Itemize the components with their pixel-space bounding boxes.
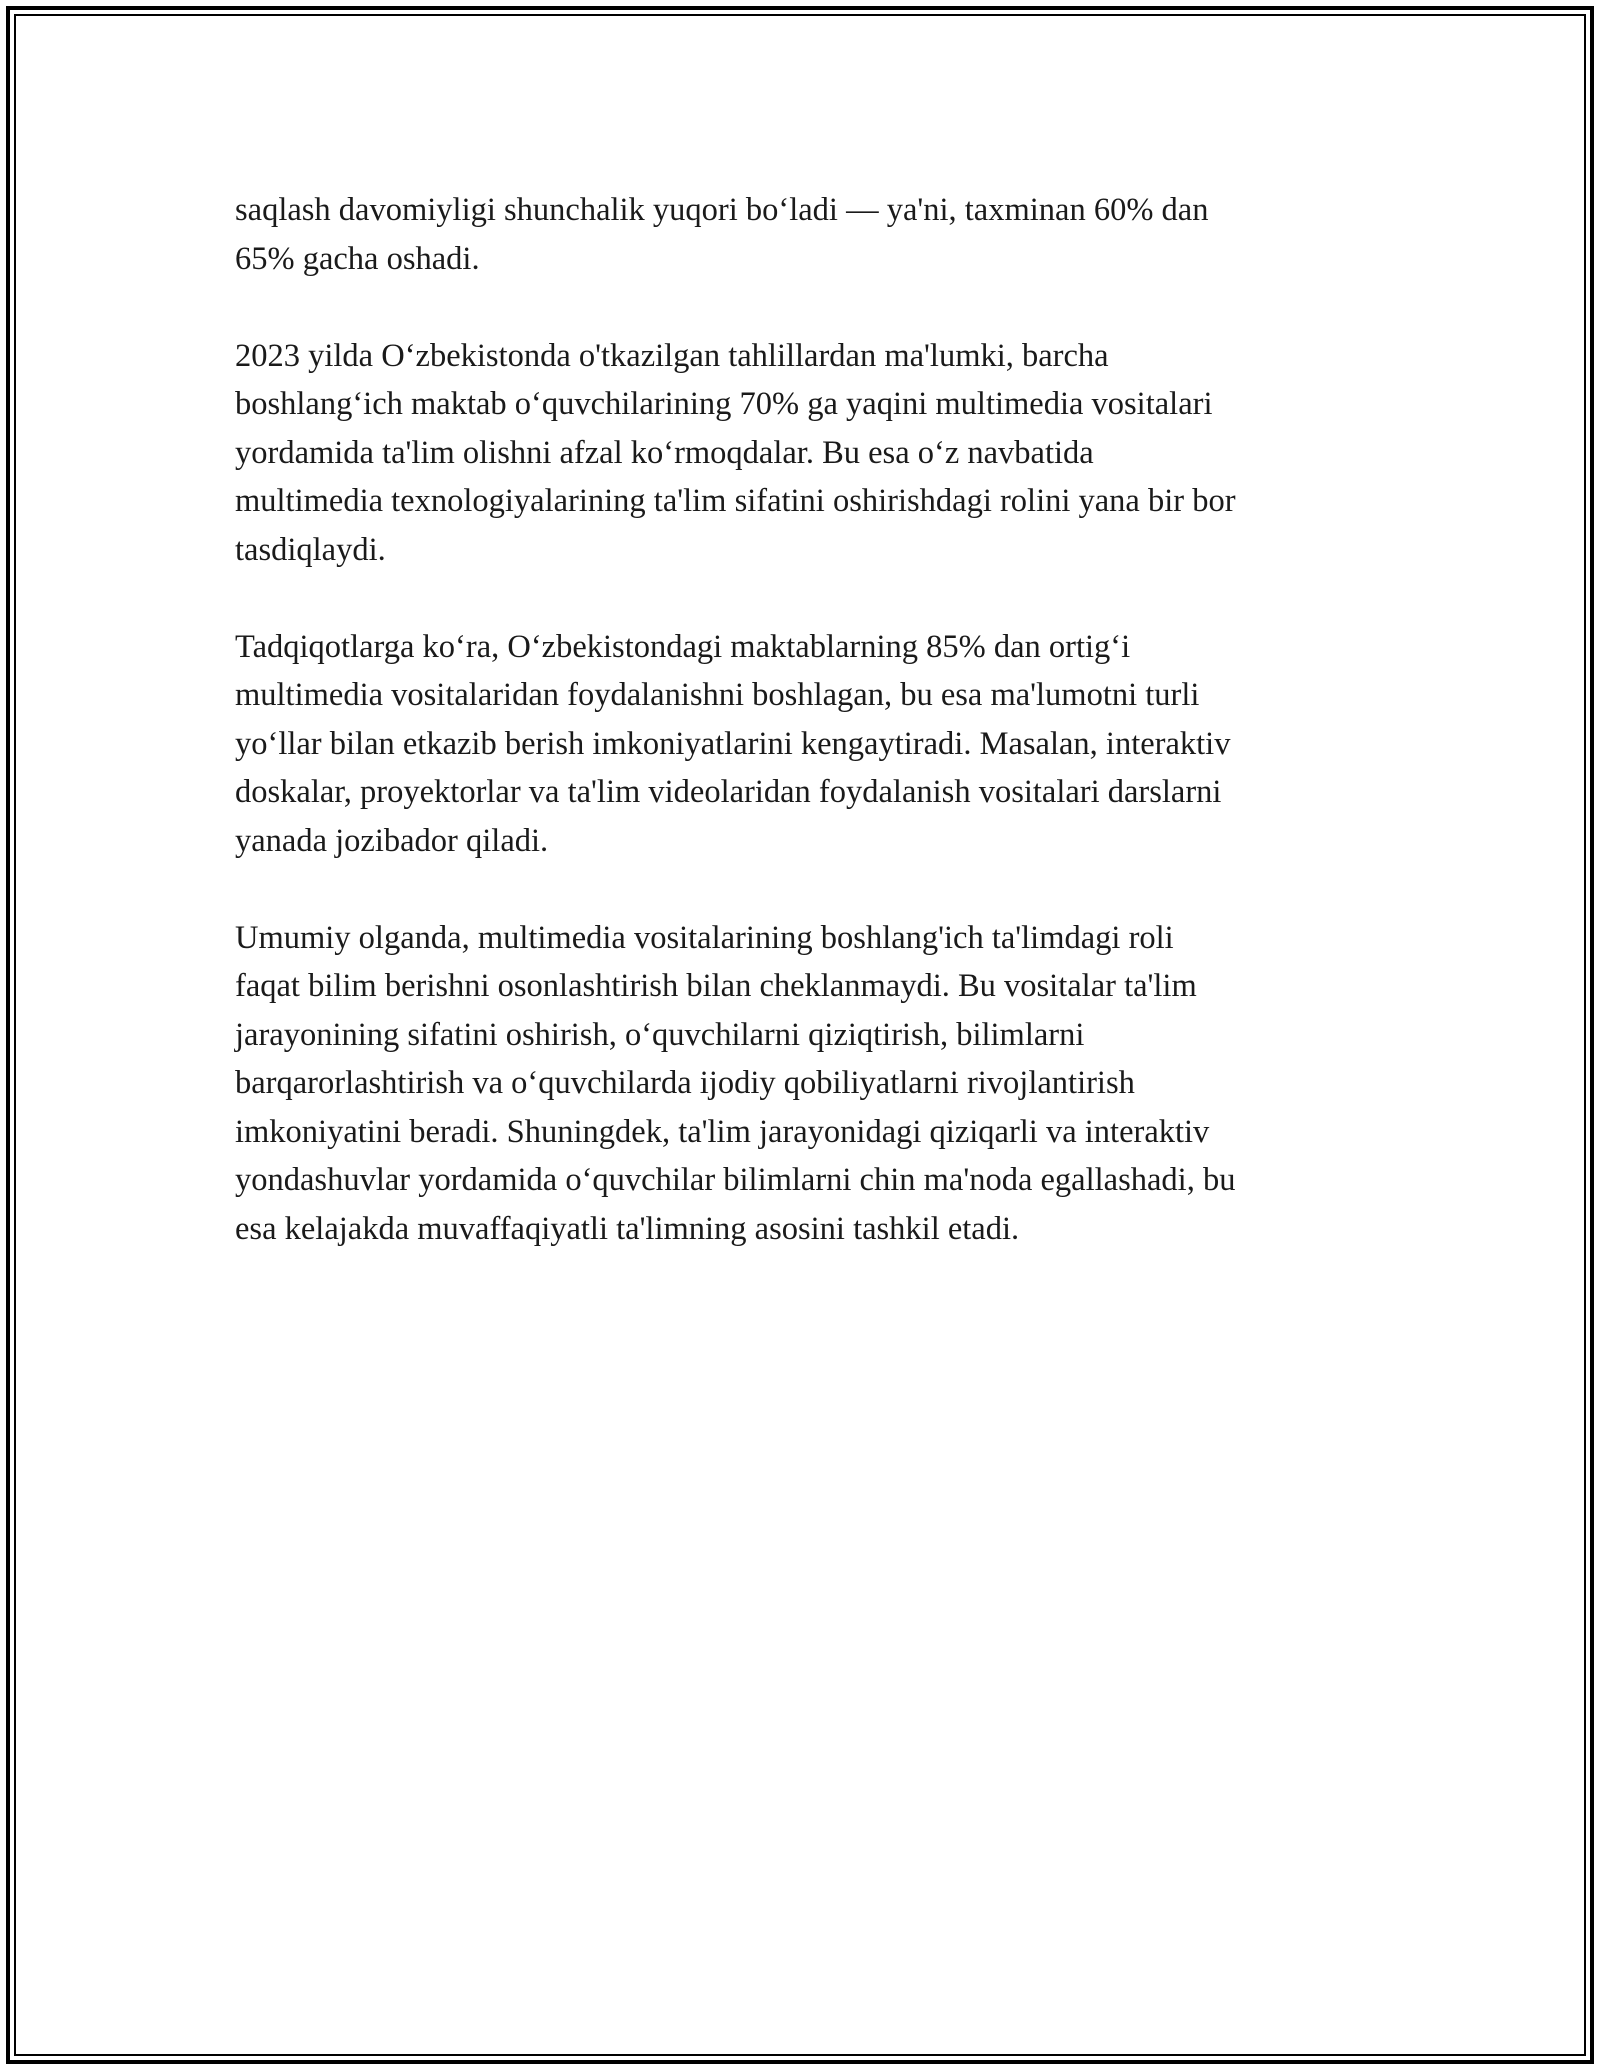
paragraph-2023-analysis: 2023 yilda O‘zbekistonda o'tkazilgan tahlillardan ma'lumki, barcha boshlang‘ich maktab o‘quvchilarining 70% ga yaqini multimedia vositalari yordamida ta'lim olishni afzal ko‘rmoqdalar. Bu esa o‘z navbatida multimedia texnologiyalarining ta'lim sifatini oshirishdagi rolini yana bir bor tasdiqlaydi. xyxy=(235,337,1236,568)
paragraph-retention: saqlash davomiyligi shunchalik yuqori bo‘ladi — ya'ni, taxminan 60% dan 65% gacha oshadi. xyxy=(235,192,1209,277)
document-body xyxy=(235,186,1375,1302)
paragraph-conclusion: Umumiy olganda, multimedia vositalarining boshlang'ich ta'limdagi roli faqat bilim berishni osonlashtirish bilan cheklanmaydi. Bu vositalar ta'lim jarayonining sifatini oshirish, o‘quvchilarni qiziqtirish, bilimlarni barqarorlashtirish va o‘quvchilarda ijodiy qobiliyatlarni rivojlantirish imkoniyatini beradi. Shuningdek, ta'lim jarayonidagi qiziqarli va interaktiv yondashuvlar yordamida o‘quvchilar bilimlarni chin ma'noda egallashadi, bu esa kelajakda muvaffaqiyatli ta'limning asosini tashkil etadi. xyxy=(235,919,1236,1247)
paragraph-schools-research: Tadqiqotlarga ko‘ra, O‘zbekistondagi maktablarning 85% dan ortig‘i multimedia vositalaridan foydalanishni boshlagan, bu esa ma'lumotni turli yo‘llar bilan etkazib berish imkoniyatlarini kengaytiradi. Masalan, interaktiv doskalar, proyektorlar va ta'lim videolaridan foydalanish vositalari darslarni yanada jozibador qiladi. xyxy=(235,628,1231,859)
